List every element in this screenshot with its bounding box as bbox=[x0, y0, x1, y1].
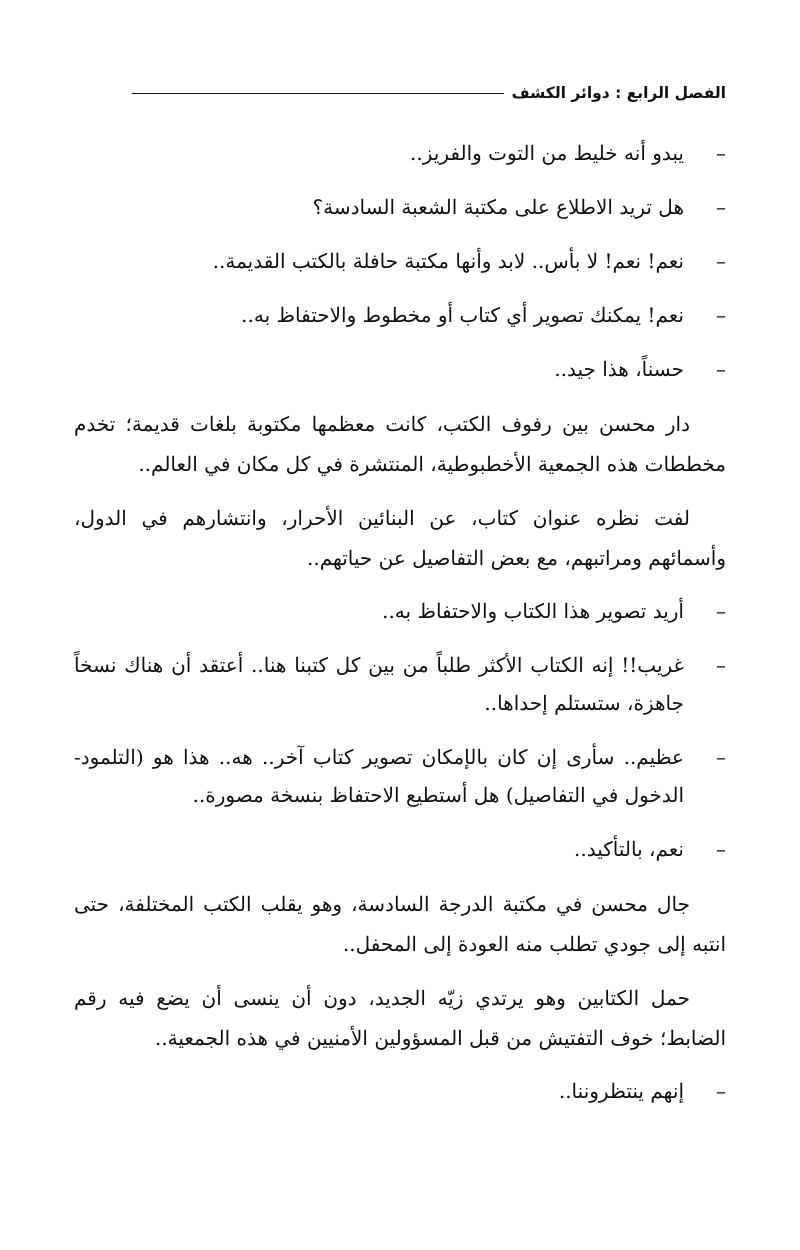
dialogue-text: نعم، بالتأكيد.. bbox=[574, 837, 684, 861]
dialogue-dash: – bbox=[716, 249, 726, 273]
dialogue-dash: – bbox=[716, 357, 726, 381]
dialogue-dash: – bbox=[716, 303, 726, 327]
dialogue-line bbox=[74, 350, 726, 388]
dialogue-line bbox=[74, 830, 726, 868]
dialogue-text: هل تريد الاطلاع على مكتبة الشعبة السادسة؟ bbox=[312, 195, 684, 219]
narration-paragraph: جال محسن في مكتبة الدرجة السادسة، وهو يقلب الكتب المختلفة، حتى انتبه إلى جودي تطلب منه العودة إلى المحفل.. bbox=[74, 892, 726, 956]
dialogue-dash: – bbox=[716, 599, 726, 623]
dialogue-text: عظيم.. سأرى إن كان بالإمكان تصوير كتاب آخر.. هه.. هذا هو (التلمود- الدخول في التفاصيل) هل أستطيع الاحتفاظ بنسخة مصورة.. bbox=[74, 745, 684, 807]
dialogue-dash: – bbox=[716, 1079, 726, 1103]
running-header bbox=[74, 78, 726, 108]
page-body bbox=[74, 134, 726, 1126]
dialogue-line bbox=[74, 646, 726, 722]
narration-paragraph: لفت نظره عنوان كتاب، عن البنائين الأحرار، وانتشارهم في الدول، وأسمائهم ومراتبهم، مع بعض التفاصيل عن حياتهم.. bbox=[74, 506, 726, 570]
dialogue-line bbox=[74, 738, 726, 814]
dialogue-line bbox=[74, 188, 726, 226]
dialogue-text: نعم! نعم! لا بأس.. لابد وأنها مكتبة حافلة بالكتب القديمة.. bbox=[212, 249, 684, 273]
dialogue-dash: – bbox=[716, 141, 726, 165]
narration-paragraph: حمل الكتابين وهو يرتدي زيّه الجديد، دون أن ينسى أن يضع فيه رقم الضابط؛ خوف التفتيش من قبل المسؤولين الأمنيين في هذه الجمعية.. bbox=[74, 986, 726, 1050]
dialogue-dash: – bbox=[716, 653, 726, 677]
chapter-title: الفصل الرابع : دوائر الكشف bbox=[511, 84, 726, 102]
dialogue-text: نعم! يمكنك تصوير أي كتاب أو مخطوط والاحتفاظ به.. bbox=[241, 303, 684, 327]
dialogue-dash: – bbox=[716, 195, 726, 219]
header-rule bbox=[132, 93, 504, 94]
dialogue-text: حسناً، هذا جيد.. bbox=[554, 357, 684, 381]
dialogue-text: أريد تصوير هذا الكتاب والاحتفاظ به.. bbox=[382, 599, 684, 623]
dialogue-text: يبدو أنه خليط من التوت والفريز.. bbox=[410, 141, 684, 165]
dialogue-dash: – bbox=[716, 745, 726, 769]
dialogue-line bbox=[74, 296, 726, 334]
dialogue-text: غريب!! إنه الكتاب الأكثر طلباً من بين كل كتبنا هنا.. أعتقد أن هناك نسخاً جاهزة، ستستلم إحداها.. bbox=[74, 653, 684, 715]
dialogue-line bbox=[74, 592, 726, 630]
dialogue-dash: – bbox=[716, 837, 726, 861]
dialogue-line bbox=[74, 1072, 726, 1110]
dialogue-line bbox=[74, 242, 726, 280]
dialogue-text: إنهم ينتظروننا.. bbox=[558, 1079, 684, 1103]
dialogue-line bbox=[74, 134, 726, 172]
narration-paragraph: دار محسن بين رفوف الكتب، كانت معظمها مكتوبة بلغات قديمة؛ تخدم مخططات هذه الجمعية الأخطبوطية، المنتشرة في كل مكان في العالم.. bbox=[74, 412, 726, 476]
